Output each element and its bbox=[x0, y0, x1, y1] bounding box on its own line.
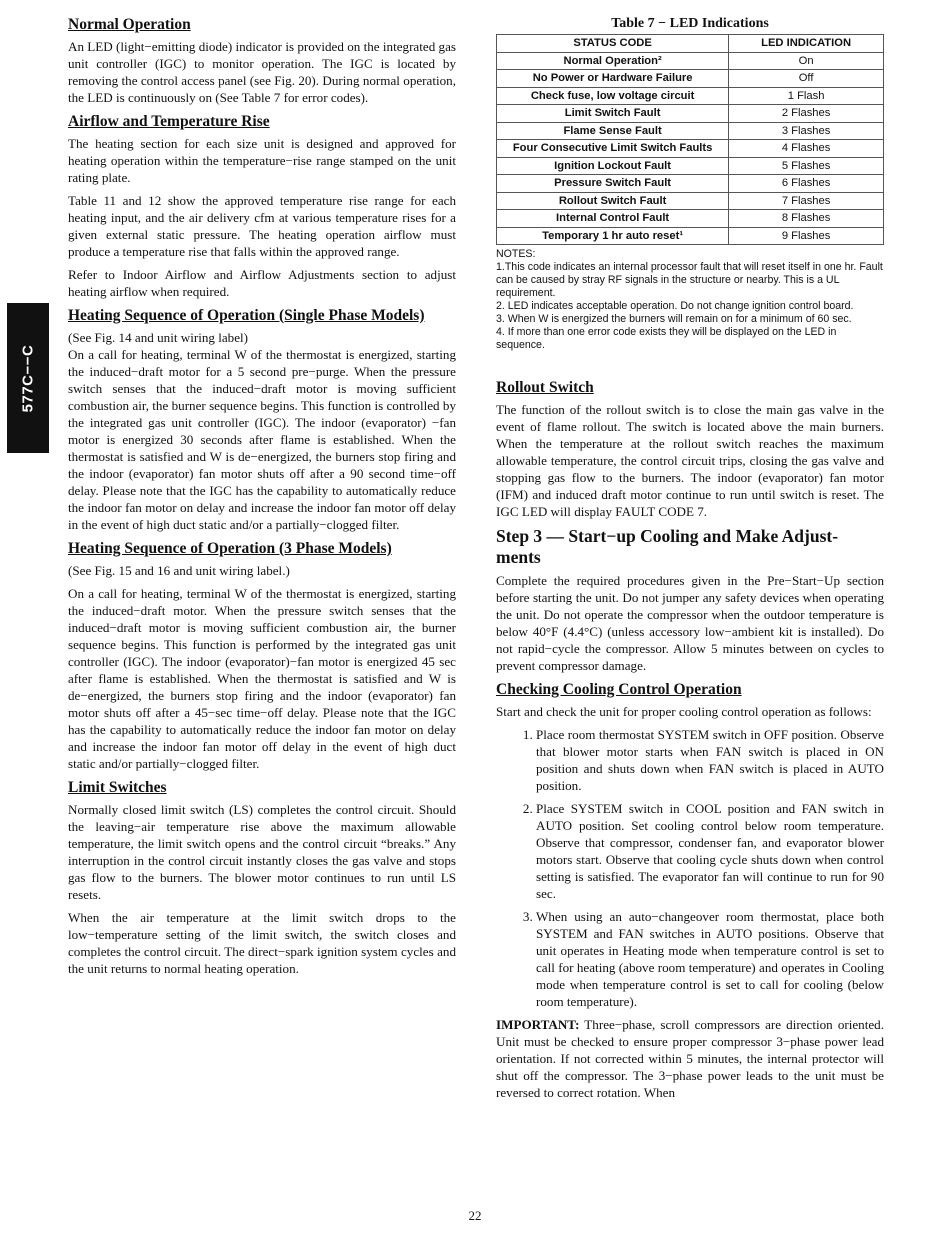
status-code: Pressure Switch Fault bbox=[497, 175, 729, 193]
led-indication: 2 Flashes bbox=[729, 105, 884, 123]
list-item: 3. When using an auto−changeover room thermostat, place both SYSTEM and FAN switches in AUTO positions. Observe that unit operates in Heating mode when temperature control is set to call for heating (above room temperature) and operates in Cooling mode when temperature control is set to call for cooling (below room temperature). bbox=[536, 908, 884, 1010]
list-item: 2. Place SYSTEM switch in COOL position and FAN switch in AUTO position. Set cooling control below room temperature. Observe that compressor, condenser fan, and evaporator blower motors start. Observe that cooling cycle shuts down when control setting is satisfied. The evaporator fan will continue to run for 90 sec. bbox=[536, 800, 884, 902]
table-row bbox=[497, 210, 884, 228]
table-row bbox=[497, 105, 884, 123]
status-code: Four Consecutive Limit Switch Faults bbox=[497, 140, 729, 158]
table-header: STATUS CODE bbox=[497, 35, 729, 53]
led-indication: 3 Flashes bbox=[729, 122, 884, 140]
three-phase-text: On a call for heating, terminal W of the thermostat is energized, starting the induced−draft motor. When the pressure switch senses that the induced−draft motor is moving sufficient combustion air, the burner sequence begins. This function is performed by the integrated gas unit controller (IGC). The indoor (evaporator)−fan motor is energized 45 sec after flame is established. When the thermostat is satisfied and W is de−energized, the burners stop firing and the indoor (evaporator) fan motor shuts off after a 45−sec time−off delay. Please note that the IGC has the capability to automatically reduce the indoor fan motor on delay and increase the indoor fan motor off delay in the event of high duct static and/or partially−clogged filter. bbox=[68, 586, 456, 771]
limit-switches-heading: Limit Switches bbox=[68, 779, 167, 796]
checking-heading: Checking Cooling Control Operation bbox=[496, 681, 742, 698]
left-column bbox=[68, 15, 456, 983]
airflow-text-1: The heating section for each size unit is designed and approved for heating operation within the temperature−rise range stamped on the unit rating plate. bbox=[68, 136, 456, 185]
rollout-heading: Rollout Switch bbox=[496, 379, 594, 396]
side-tab bbox=[7, 303, 49, 453]
three-phase-ref: (See Fig. 15 and 16 and unit wiring label.) bbox=[68, 563, 290, 578]
table-notes bbox=[496, 248, 884, 352]
page-number: 22 bbox=[468, 1208, 482, 1223]
table-row bbox=[497, 70, 884, 88]
led-indication: 9 Flashes bbox=[729, 227, 884, 245]
led-indication: On bbox=[729, 52, 884, 70]
status-code: No Power or Hardware Failure bbox=[497, 70, 729, 88]
table-row bbox=[497, 157, 884, 175]
limit-switches-text-1: Normally closed limit switch (LS) completes the control circuit. Should the leaving−air temperature rise above the maximum allowable temperature, the limit switch opens and the control circuit “breaks.” Any interruption in the control circuit instantly closes the gas valve and stops gas flow to the burners. The blower motor continues to run until LS resets. bbox=[68, 802, 456, 902]
important-text: Three−phase, scroll compressors are direction oriented. Unit must be checked to ensure proper compressor 3−phase power lead orientation. If not corrected within 5 minutes, the internal protector will shut off the compressor. The 3−phase power leads to the unit must be reversed to correct rotation. When bbox=[496, 1017, 884, 1100]
led-indication: 5 Flashes bbox=[729, 157, 884, 175]
note-item: 3. When W is energized the burners will remain on for a minimum of 60 sec. bbox=[496, 313, 852, 325]
table-row bbox=[497, 140, 884, 158]
airflow-text-3: Refer to Indoor Airflow and Airflow Adjustments section to adjust heating airflow when required. bbox=[68, 267, 456, 299]
list-item: 1. Place room thermostat SYSTEM switch in OFF position. Observe that blower motor starts when FAN switch is placed in ON position and shuts down when FAN switch is placed in AUTO position. bbox=[536, 726, 884, 794]
led-indication: 8 Flashes bbox=[729, 210, 884, 228]
step3-heading: Step 3 — Start−up Cooling and Make Adjust- ments bbox=[496, 526, 839, 567]
table-row bbox=[497, 175, 884, 193]
notes-title: NOTES: bbox=[496, 248, 536, 260]
note-item: 1.This code indicates an internal processor fault that will reset itself in one hr. Fault can be caused by stray RF signals in the structure or nearby. This is a UL requirement. bbox=[496, 261, 883, 299]
status-code: Flame Sense Fault bbox=[497, 122, 729, 140]
checking-intro: Start and check the unit for proper cooling control operation as follows: bbox=[496, 704, 872, 719]
table-row bbox=[497, 87, 884, 105]
note-item: 2. LED indicates acceptable operation. Do not change ignition control board. bbox=[496, 300, 854, 312]
important-label: IMPORTANT: bbox=[496, 1017, 580, 1032]
airflow-text-2: Table 11 and 12 show the approved temperature rise range for each heating input, and the air delivery cfm at various temperature rises for a given external static pressure. The heating operation airflow must produce a temperature rise that falls within the approved range. bbox=[68, 193, 456, 259]
table-header-row bbox=[497, 35, 884, 53]
single-phase-ref: (See Fig. 14 and unit wiring label) bbox=[68, 330, 249, 345]
normal-operation-text: An LED (light−emitting diode) indicator is provided on the integrated gas unit controller (IGC) to monitor operation. The IGC is located by removing the control access panel (see Fig. 20). During normal operation, the LED is continuously on (See Table 7 for error codes). bbox=[68, 39, 456, 105]
right-column bbox=[496, 15, 884, 1107]
single-phase-text: On a call for heating, terminal W of the thermostat is energized, starting the induced−draft motor for a 5 second pre−purge. When the pressure switch senses that the induced−draft motor is moving sufficient combustion air, the burner sequence begins. This function is controlled by the integrated gas unit controller (IGC). The indoor (evaporator) −fan motor is energized 30 seconds after flame is established. When the thermostat is satisfied and W is de−energized, the burners stop firing and the indoor (evaporator) fan motor shuts off after a 90 second time−off delay. Please note that the IGC has the capability to automatically reduce the indoor fan motor on delay and increase the indoor fan motor off delay in the event of high duct static and/or a partially−clogged filter. bbox=[68, 347, 456, 532]
status-code: Rollout Switch Fault bbox=[497, 192, 729, 210]
led-indication: 4 Flashes bbox=[729, 140, 884, 158]
table-row bbox=[497, 192, 884, 210]
led-indication: 7 Flashes bbox=[729, 192, 884, 210]
normal-operation-heading: Normal Operation bbox=[68, 16, 191, 33]
status-code: Normal Operation² bbox=[497, 52, 729, 70]
table-header: LED INDICATION bbox=[729, 35, 884, 53]
rollout-text: The function of the rollout switch is to close the main gas valve in the event of flame rollout. The switch is located above the main burners. When the temperature at the rollout switch reaches the maximum allowable temperature, the control circuit trips, closing the gas valve and stopping gas flow to the burners. The indoor (evaporator) fan motor (IFM) and induced draft motor continue to run until switch is reset. The IGC LED will display FAULT CODE 7. bbox=[496, 402, 884, 519]
table-row bbox=[497, 227, 884, 245]
side-tab-label: 577C−−C bbox=[19, 344, 37, 412]
status-code: Limit Switch Fault bbox=[497, 105, 729, 123]
table-title: Table 7 − LED Indications bbox=[611, 16, 769, 31]
note-item: 4. If more than one error code exists they will be displayed on the LED in sequence. bbox=[496, 326, 837, 351]
table-row bbox=[497, 52, 884, 70]
airflow-heading: Airflow and Temperature Rise bbox=[68, 113, 270, 130]
status-code: Internal Control Fault bbox=[497, 210, 729, 228]
status-code: Check fuse, low voltage circuit bbox=[497, 87, 729, 105]
led-indication: 1 Flash bbox=[729, 87, 884, 105]
single-phase-heading: Heating Sequence of Operation (Single Phase Models) bbox=[68, 307, 425, 324]
three-phase-heading: Heating Sequence of Operation (3 Phase Models) bbox=[68, 540, 392, 557]
status-code: Ignition Lockout Fault bbox=[497, 157, 729, 175]
limit-switches-text-2: When the air temperature at the limit switch drops to the low−temperature setting of the limit switch, the switch closes and completes the control circuit. The direct−spark ignition system cycles and the unit returns to normal heating operation. bbox=[68, 910, 456, 976]
led-indication: 6 Flashes bbox=[729, 175, 884, 193]
status-code: Temporary 1 hr auto reset¹ bbox=[497, 227, 729, 245]
step3-text: Complete the required procedures given in the Pre−Start−Up section before starting the unit. Do not jumper any safety devices when operating the unit. Do not operate the compressor when the outdoor temperature is below 40°F (4.4°C) (unless accessory low−ambient kit is installed). Do not rapid−cycle the compressor. Allow 5 minutes between on cycles to prevent compressor damage. bbox=[496, 573, 884, 673]
table-row bbox=[497, 122, 884, 140]
led-indication: Off bbox=[729, 70, 884, 88]
checking-steps bbox=[496, 726, 884, 1010]
led-table bbox=[496, 34, 884, 245]
important-note bbox=[496, 1016, 884, 1101]
